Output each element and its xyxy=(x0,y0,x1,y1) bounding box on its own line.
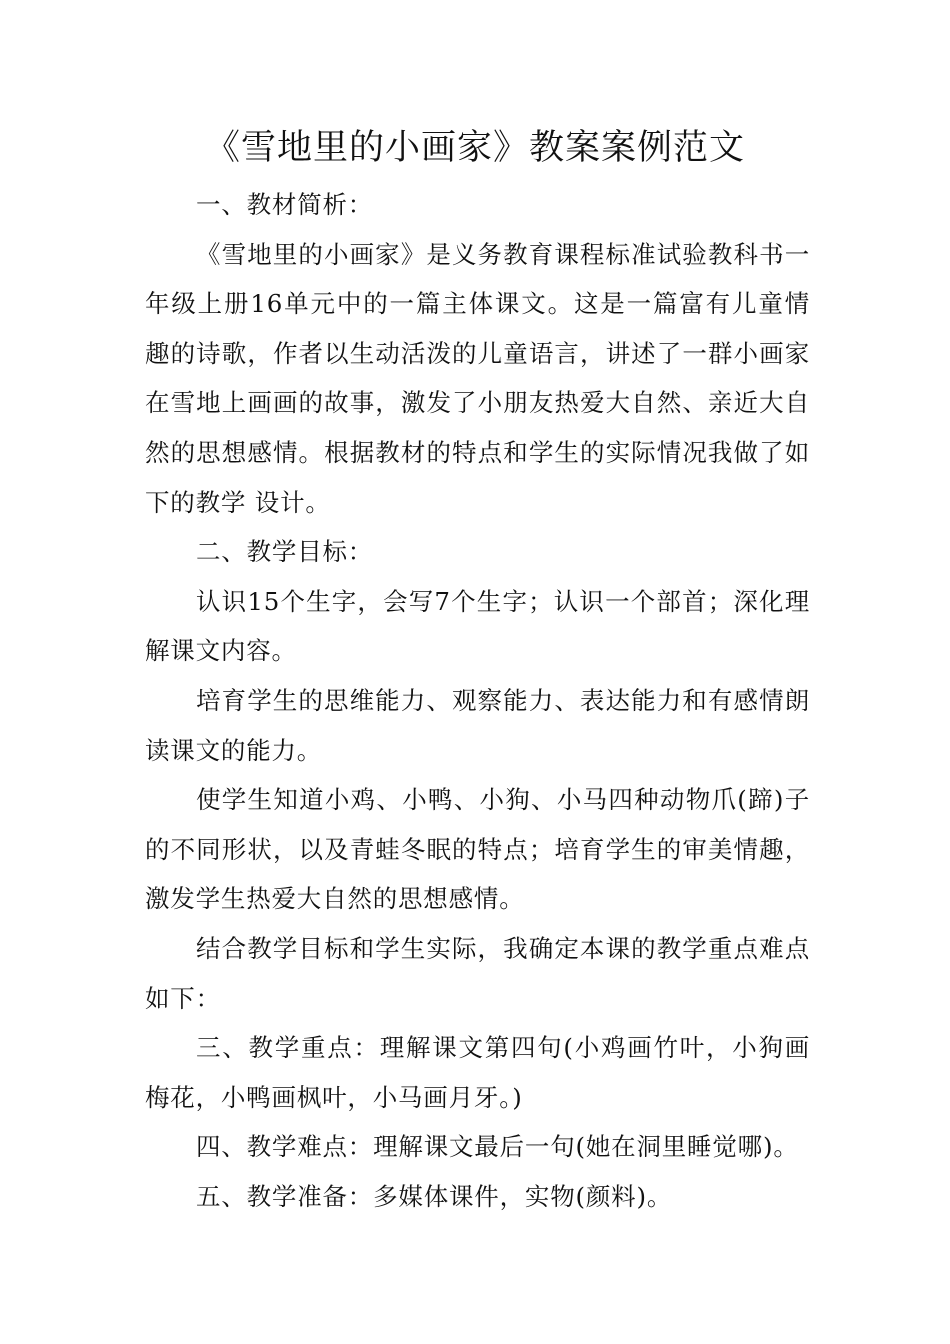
paragraph-goal-3: 使学生知道小鸡、小鸭、小狗、小马四种动物爪(蹄)子的不同形状，以及青蛙冬眠的特点；培育学生的审美情趣，激发学生热爱大自然的思想感情。 xyxy=(145,785,810,914)
section-teaching-key-points: 三、教学重点：理解课文第四句(小鸡画竹叶，小狗画梅花，小鸭画枫叶，小马画月牙。) xyxy=(145,1033,810,1112)
section-teaching-difficulties: 四、教学难点：理解课文最后一句(她在洞里睡觉哪)。 xyxy=(196,1132,799,1162)
paragraph-material-analysis: 《雪地里的小画家》是义务教育课程标准试验教科书一年级上册16单元中的一篇主体课文。这是一篇富有儿童情趣的诗歌，作者以生动活泼的儿童语言，讲述了一群小画家在雪地上画画的故事，激发了小朋友热爱大自然、亲近大自然的思想感情。根据教材的特点和学生的实际情况我做了如下的教学 设计。 xyxy=(145,239,810,517)
document-title: 《雪地里的小画家》教案案例范文 xyxy=(204,128,745,168)
paragraph-focus-intro: 结合教学目标和学生实际，我确定本课的教学重点难点如下： xyxy=(145,933,810,1013)
section-teaching-preparation: 五、教学准备：多媒体课件，实物(颜料)。 xyxy=(196,1181,673,1211)
paragraph-goal-1: 认识15个生字，会写7个生字；认识一个部首；深化理解课文内容。 xyxy=(145,586,810,666)
section-heading-material-analysis: 一、教材简析： xyxy=(196,190,374,219)
paragraph-goal-2: 培育学生的思维能力、观察能力、表达能力和有感情朗读课文的能力。 xyxy=(145,685,810,765)
document-body xyxy=(145,180,810,1221)
section-heading-teaching-goals: 二、教学目标： xyxy=(196,537,374,567)
